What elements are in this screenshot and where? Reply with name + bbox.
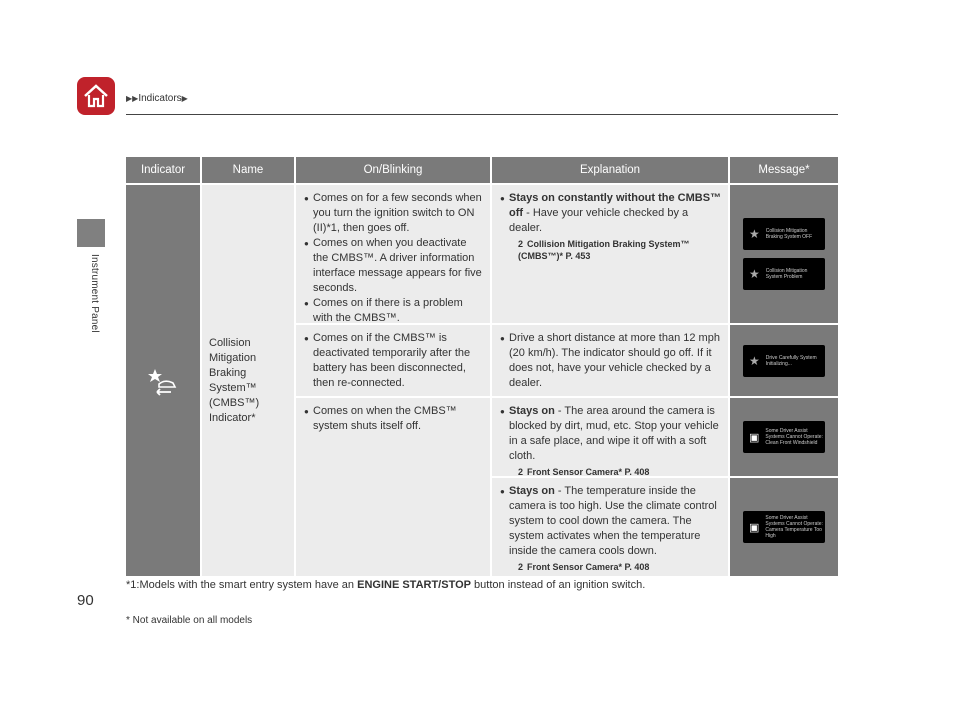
cmbs-problem-icon: ★ xyxy=(749,267,760,281)
message-cell-4 xyxy=(730,478,838,576)
availability-note: * Not available on all models xyxy=(126,615,253,626)
reference-arrow-icon: 2 xyxy=(518,239,524,249)
header-explanation: Explanation xyxy=(492,157,730,183)
header-message: Message* xyxy=(758,164,810,176)
explanation-cell-2 xyxy=(492,325,728,396)
on-item: ● Comes on when the CMBS™ system shuts itself off. xyxy=(304,404,484,434)
indicator-table xyxy=(126,157,838,578)
reference-arrow-icon: 2 xyxy=(518,562,524,572)
cmbs-off-icon: ★ xyxy=(749,227,760,241)
breadcrumb-arrows: ▶▶ xyxy=(126,94,139,103)
on-blinking-cell-3 xyxy=(296,398,490,576)
page-reference-link[interactable] xyxy=(500,466,722,478)
name-cell xyxy=(202,185,294,576)
message-cell-2 xyxy=(730,325,838,396)
reference-text: Front Sensor Camera* P. 408 xyxy=(527,467,650,477)
system-icon: ★ xyxy=(749,353,760,368)
cmbs-indicator-icon xyxy=(147,365,179,397)
header-indicator: Indicator xyxy=(126,157,202,183)
message-cell-3 xyxy=(730,398,838,476)
explanation-text: - The area around the camera is blocked by dirt, mud, etc. Stop your vehicle in a safe place, and wipe it off with a soft cloth. xyxy=(509,405,719,462)
on-item: ● Comes on for a few seconds when you turn the ignition switch to ON (II)*1, then goes off. xyxy=(304,191,484,236)
header-name: Name xyxy=(202,157,296,183)
page-reference-link[interactable] xyxy=(500,561,722,573)
on-blinking-cell-2 xyxy=(296,325,490,396)
on-blinking-cell-1 xyxy=(296,185,490,323)
page-reference-link[interactable] xyxy=(500,238,722,262)
page-number: 90 xyxy=(77,592,94,609)
footnote-prefix: *1:Models with the smart entry system have an xyxy=(126,579,358,591)
message-screen xyxy=(743,421,825,453)
message-screen xyxy=(743,258,825,290)
breadcrumb-end-arrow: ▶ xyxy=(181,94,188,103)
explanation-cell-1 xyxy=(492,185,728,323)
name-line: (CMBS™) xyxy=(209,396,260,409)
on-item: ● Comes on if the CMBS™ is deactivated temporarily after the battery has been disconnected, then re-connected. xyxy=(304,331,484,391)
on-item: ● Comes on when you deactivate the CMBS™. A driver information interface message appears for five seconds. xyxy=(304,236,484,296)
footnote-bold: ENGINE START/STOP xyxy=(357,579,471,591)
home-button[interactable] xyxy=(77,77,115,115)
message-screen xyxy=(743,345,825,377)
reference-text: Front Sensor Camera* P. 408 xyxy=(527,562,650,572)
explanation-cell-3 xyxy=(492,398,728,476)
footnote xyxy=(126,579,645,591)
footnote-suffix: button instead of an ignition switch. xyxy=(471,579,646,591)
camera-icon: ▣ xyxy=(749,431,760,444)
table-body xyxy=(126,185,838,578)
explanation-cell-4 xyxy=(492,478,728,576)
indicator-cell xyxy=(126,185,200,576)
chapter-tab[interactable] xyxy=(77,219,105,247)
message-text: Collision Mitigation System Problem xyxy=(765,268,808,280)
explanation-bold: Stays on constantly without the CMBS™ off xyxy=(509,192,722,219)
explanation-text: - The temperature inside the camera is too high. Use the climate control system to cool down the camera. The system activates when the temperature inside the camera cools down. xyxy=(509,485,717,557)
breadcrumb-label[interactable]: Indicators xyxy=(138,93,182,104)
name-line: Braking xyxy=(209,366,247,379)
message-cell-1 xyxy=(730,185,838,323)
name-line: System™ xyxy=(209,381,257,394)
message-text: Some Driver Assist Systems Cannot Operate: Camera Temperature Too High xyxy=(765,515,823,539)
explanation-text: - Have your vehicle checked by a dealer. xyxy=(509,207,689,234)
on-item: ● Comes on if there is a problem with the CMBS™. xyxy=(304,296,484,326)
home-icon xyxy=(83,84,109,108)
explanation-text: ● Drive a short distance at more than 12 mph (20 km/h). The indicator should go off. If it does not, have your vehicle checked by a dealer. xyxy=(500,331,722,391)
message-text: Some Driver Assist Systems Cannot Operate: Clean Front Windshield xyxy=(765,428,823,446)
message-screen xyxy=(743,511,825,543)
name-line: Mitigation xyxy=(209,351,257,364)
message-text: Drive Carefully System Initializing... xyxy=(765,354,817,367)
name-line: Collision xyxy=(209,336,251,349)
name-line: Indicator* xyxy=(209,411,256,424)
table-header xyxy=(126,157,838,183)
camera-icon: ▣ xyxy=(749,521,760,534)
reference-text: Collision Mitigation Braking System™ (CMBS™)* P. 453 xyxy=(518,239,690,261)
message-screen xyxy=(743,218,825,250)
header-on-blinking: On/Blinking xyxy=(296,157,492,183)
header-divider xyxy=(126,114,838,115)
explanation-bold: Stays on xyxy=(509,485,555,497)
chapter-label: Instrument Panel xyxy=(89,254,100,333)
message-text: Collision Mitigation Braking System OFF xyxy=(765,228,813,240)
reference-arrow-icon: 2 xyxy=(518,467,524,477)
explanation-bold: Stays on xyxy=(509,405,555,417)
breadcrumb[interactable] xyxy=(126,93,188,104)
